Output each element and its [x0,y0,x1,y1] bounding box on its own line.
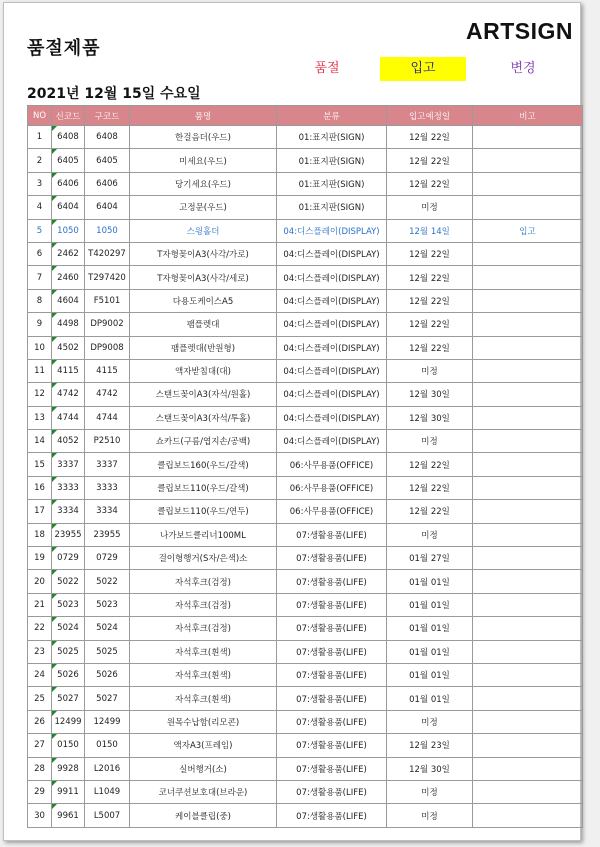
cell-category: 04:디스플레이(DISPLAY) [277,313,387,336]
cell-old-code: 5025 [85,640,130,663]
cell-note [473,804,583,827]
table-row [28,617,583,640]
cell-new-code: 23955 [52,523,85,546]
header-note: 비고 [473,106,583,126]
cell-due-date: 12월 22일 [387,149,473,172]
table-row [28,219,583,242]
cell-product-name: 나가보드클리너100ML [130,523,277,546]
cell-new-code: 4498 [52,313,85,336]
cell-product-name: 걸이형행거(S자/은색)소 [130,547,277,570]
cell-no: 20 [28,570,52,593]
cell-old-code: L1049 [85,780,130,803]
cell-new-code: 3333 [52,476,85,499]
cell-new-code: 5026 [52,663,85,686]
cell-old-code: 5022 [85,570,130,593]
cell-category: 04:디스플레이(DISPLAY) [277,406,387,429]
table-row [28,242,583,265]
cell-due-date: 12월 30일 [387,757,473,780]
out-of-stock-table [27,105,583,828]
cell-old-code: 5027 [85,687,130,710]
cell-new-code: 6404 [52,196,85,219]
cell-note [473,710,583,733]
table-row [28,266,583,289]
cell-old-code: DP9008 [85,336,130,359]
cell-old-code: DP9002 [85,313,130,336]
cell-no: 28 [28,757,52,780]
cell-old-code: 4744 [85,406,130,429]
table-row [28,172,583,195]
cell-no: 12 [28,383,52,406]
cell-no: 23 [28,640,52,663]
header-due-date: 입고예정일 [387,106,473,126]
cell-due-date: 12월 22일 [387,336,473,359]
cell-due-date: 미정 [387,523,473,546]
table-row [28,687,583,710]
cell-due-date: 12월 22일 [387,172,473,195]
cell-product-name: 다용도케이스A5 [130,289,277,312]
cell-product-name: 자석후크(검정) [130,593,277,616]
cell-product-name: 고정문(우드) [130,196,277,219]
cell-category: 06:사무용품(OFFICE) [277,453,387,476]
cell-old-code: 12499 [85,710,130,733]
cell-new-code: 2460 [52,266,85,289]
cell-new-code: 5022 [52,570,85,593]
cell-new-code: 5023 [52,593,85,616]
document-title: 품절제품 [27,38,101,59]
cell-new-code: 3337 [52,453,85,476]
cell-new-code: 4604 [52,289,85,312]
cell-no: 2 [28,149,52,172]
cell-old-code: 6408 [85,126,130,149]
cell-product-name: 코너쿠션보호대(브라운) [130,780,277,803]
table-row [28,734,583,757]
cell-no: 11 [28,359,52,382]
cell-product-name: 당기세요(우드) [130,172,277,195]
cell-product-name: 미세요(우드) [130,149,277,172]
cell-note [473,757,583,780]
cell-old-code: 3334 [85,500,130,523]
header-old-code: 구코드 [85,106,130,126]
cell-product-name: 클립보드110(우드/갈색) [130,476,277,499]
cell-category: 04:디스플레이(DISPLAY) [277,242,387,265]
table-row [28,126,583,149]
cell-note [473,523,583,546]
cell-old-code: 4115 [85,359,130,382]
cell-old-code: 3333 [85,476,130,499]
cell-due-date: 미정 [387,359,473,382]
cell-new-code: 6406 [52,172,85,195]
cell-old-code: 6404 [85,196,130,219]
cell-product-name: 자석후크(흰색) [130,687,277,710]
cell-no: 16 [28,476,52,499]
cell-note [473,500,583,523]
cell-no: 29 [28,780,52,803]
table-row [28,196,583,219]
header-new-code: 신코드 [52,106,85,126]
cell-product-name: 실버행거(소) [130,757,277,780]
cell-old-code: 0729 [85,547,130,570]
cell-no: 10 [28,336,52,359]
table-row [28,547,583,570]
cell-category: 07:생활용품(LIFE) [277,804,387,827]
cell-category: 07:생활용품(LIFE) [277,710,387,733]
cell-no: 5 [28,219,52,242]
cell-due-date: 12월 22일 [387,313,473,336]
cell-category: 04:디스플레이(DISPLAY) [277,219,387,242]
cell-old-code: F5101 [85,289,130,312]
cell-new-code: 2462 [52,242,85,265]
cell-no: 30 [28,804,52,827]
table-row [28,336,583,359]
cell-new-code: 6405 [52,149,85,172]
cell-due-date: 01월 01일 [387,593,473,616]
cell-old-code: 5024 [85,617,130,640]
cell-old-code: L2016 [85,757,130,780]
table-row [28,383,583,406]
cell-due-date: 미정 [387,780,473,803]
cell-new-code: 9911 [52,780,85,803]
cell-category: 07:생활용품(LIFE) [277,663,387,686]
cell-due-date: 01월 01일 [387,570,473,593]
cell-no: 14 [28,430,52,453]
cell-category: 06:사무용품(OFFICE) [277,500,387,523]
cell-category: 06:사무용품(OFFICE) [277,476,387,499]
cell-product-name: 클립보드160(우드/갈색) [130,453,277,476]
cell-due-date: 12월 22일 [387,289,473,312]
cell-product-name: 액자A3(프레임) [130,734,277,757]
cell-product-name: 팸플렛대 [130,313,277,336]
table-row [28,453,583,476]
cell-category: 04:디스플레이(DISPLAY) [277,383,387,406]
cell-old-code: 23955 [85,523,130,546]
cell-new-code: 4502 [52,336,85,359]
cell-new-code: 6408 [52,126,85,149]
legend-changed: 변경 [510,61,536,76]
cell-note [473,687,583,710]
legend-out-of-stock: 품절 [314,61,340,76]
cell-note [473,570,583,593]
cell-new-code: 4115 [52,359,85,382]
cell-due-date: 12월 30일 [387,383,473,406]
cell-note [473,734,583,757]
cell-due-date: 01월 01일 [387,687,473,710]
cell-product-name: 자석후크(흰색) [130,663,277,686]
cell-product-name: T자형꽂이A3(사각/가로) [130,242,277,265]
cell-new-code: 9928 [52,757,85,780]
cell-due-date: 12월 22일 [387,500,473,523]
legend-restock: 입고 [380,57,466,81]
table-row [28,476,583,499]
cell-due-date: 12월 22일 [387,242,473,265]
cell-category: 07:생활용품(LIFE) [277,593,387,616]
cell-due-date: 01월 01일 [387,617,473,640]
cell-category: 07:생활용품(LIFE) [277,780,387,803]
cell-note [473,430,583,453]
cell-category: 04:디스플레이(DISPLAY) [277,430,387,453]
cell-due-date: 12월 23일 [387,734,473,757]
cell-product-name: 자석후크(검정) [130,570,277,593]
table-row [28,359,583,382]
cell-note [473,663,583,686]
cell-new-code: 3334 [52,500,85,523]
table-row [28,313,583,336]
cell-new-code: 5025 [52,640,85,663]
table-row [28,149,583,172]
cell-note [473,547,583,570]
table-row [28,757,583,780]
cell-category: 07:생활용품(LIFE) [277,547,387,570]
cell-note [473,359,583,382]
table-header-row [28,106,583,126]
cell-note [473,149,583,172]
cell-product-name: T자형꽂이A3(사각/세로) [130,266,277,289]
cell-due-date: 12월 22일 [387,453,473,476]
brand-logo: ARTSIGN [466,18,573,44]
cell-no: 8 [28,289,52,312]
table-row [28,570,583,593]
cell-no: 27 [28,734,52,757]
table-row [28,780,583,803]
cell-category: 07:생활용품(LIFE) [277,617,387,640]
cell-no: 13 [28,406,52,429]
cell-new-code: 0150 [52,734,85,757]
cell-note [473,313,583,336]
cell-no: 9 [28,313,52,336]
cell-note [473,640,583,663]
cell-product-name: 자석후크(흰색) [130,640,277,663]
cell-new-code: 4742 [52,383,85,406]
cell-note [473,289,583,312]
cell-product-name: 클립보드110(우드/연두) [130,500,277,523]
cell-new-code: 1050 [52,219,85,242]
cell-no: 18 [28,523,52,546]
table-row [28,663,583,686]
cell-note [473,476,583,499]
table-row [28,640,583,663]
cell-note [473,780,583,803]
cell-product-name: 한걸음더(우드) [130,126,277,149]
cell-due-date: 미정 [387,196,473,219]
cell-old-code: 6405 [85,149,130,172]
cell-old-code: 5023 [85,593,130,616]
cell-category: 01:표지판(SIGN) [277,126,387,149]
cell-category: 04:디스플레이(DISPLAY) [277,289,387,312]
cell-new-code: 9961 [52,804,85,827]
cell-new-code: 4052 [52,430,85,453]
cell-new-code: 4744 [52,406,85,429]
cell-note: 입고 [473,219,583,242]
cell-old-code: L5007 [85,804,130,827]
table-row [28,593,583,616]
cell-old-code: 3337 [85,453,130,476]
cell-category: 04:디스플레이(DISPLAY) [277,266,387,289]
cell-no: 24 [28,663,52,686]
document-page [3,2,581,841]
cell-category: 07:생활용품(LIFE) [277,570,387,593]
cell-no: 3 [28,172,52,195]
cell-note [473,617,583,640]
cell-new-code: 5024 [52,617,85,640]
cell-category: 04:디스플레이(DISPLAY) [277,359,387,382]
cell-no: 26 [28,710,52,733]
cell-no: 19 [28,547,52,570]
cell-old-code: P2510 [85,430,130,453]
cell-no: 22 [28,617,52,640]
cell-old-code: T420297 [85,242,130,265]
cell-category: 07:생활용품(LIFE) [277,687,387,710]
cell-due-date: 01월 01일 [387,663,473,686]
cell-due-date: 01월 01일 [387,640,473,663]
table-body [28,126,583,828]
cell-note [473,196,583,219]
cell-category: 07:생활용품(LIFE) [277,523,387,546]
cell-note [473,383,583,406]
cell-product-name: 쇼카드(구름/엽지손/공백) [130,430,277,453]
cell-new-code: 5027 [52,687,85,710]
cell-old-code: 5026 [85,663,130,686]
cell-product-name: 자석후크(검정) [130,617,277,640]
header-no: NO [28,106,52,126]
table-row [28,289,583,312]
cell-note [473,593,583,616]
header-category: 분류 [277,106,387,126]
cell-note [473,126,583,149]
cell-no: 21 [28,593,52,616]
cell-note [473,406,583,429]
cell-category: 07:생활용품(LIFE) [277,734,387,757]
cell-no: 4 [28,196,52,219]
table-row [28,406,583,429]
cell-old-code: 1050 [85,219,130,242]
table-row [28,804,583,827]
cell-old-code: 0150 [85,734,130,757]
table-row [28,500,583,523]
cell-note [473,336,583,359]
cell-category: 01:표지판(SIGN) [277,149,387,172]
cell-category: 01:표지판(SIGN) [277,172,387,195]
cell-old-code: 4742 [85,383,130,406]
table-row [28,430,583,453]
cell-no: 15 [28,453,52,476]
cell-new-code: 0729 [52,547,85,570]
cell-note [473,172,583,195]
cell-category: 04:디스플레이(DISPLAY) [277,336,387,359]
cell-new-code: 12499 [52,710,85,733]
cell-due-date: 12월 30일 [387,406,473,429]
cell-due-date: 01월 27일 [387,547,473,570]
cell-old-code: T297420 [85,266,130,289]
cell-category: 01:표지판(SIGN) [277,196,387,219]
cell-product-name: 스탠드꽂이A3(자석/투홀) [130,406,277,429]
cell-due-date: 12월 22일 [387,476,473,499]
cell-no: 7 [28,266,52,289]
cell-old-code: 6406 [85,172,130,195]
cell-category: 07:생활용품(LIFE) [277,640,387,663]
cell-no: 25 [28,687,52,710]
cell-product-name: 스윙홀더 [130,219,277,242]
cell-note [473,242,583,265]
report-date: 2021년 12월 15일 수요일 [27,86,201,102]
cell-due-date: 미정 [387,710,473,733]
table-row [28,523,583,546]
cell-note [473,453,583,476]
cell-due-date: 미정 [387,430,473,453]
table-row [28,710,583,733]
cell-product-name: 케이블클립(중) [130,804,277,827]
cell-no: 1 [28,126,52,149]
header-product-name: 품명 [130,106,277,126]
cell-product-name: 스탠드꽂이A3(자석/원홀) [130,383,277,406]
cell-due-date: 12월 22일 [387,266,473,289]
cell-note [473,266,583,289]
cell-no: 17 [28,500,52,523]
cell-product-name: 팸플렛대(반원형) [130,336,277,359]
cell-due-date: 12월 14일 [387,219,473,242]
cell-no: 6 [28,242,52,265]
cell-due-date: 12월 22일 [387,126,473,149]
cell-product-name: 원목수납함(리모콘) [130,710,277,733]
cell-due-date: 미정 [387,804,473,827]
cell-category: 07:생활용품(LIFE) [277,757,387,780]
cell-product-name: 액자받침대(대) [130,359,277,382]
